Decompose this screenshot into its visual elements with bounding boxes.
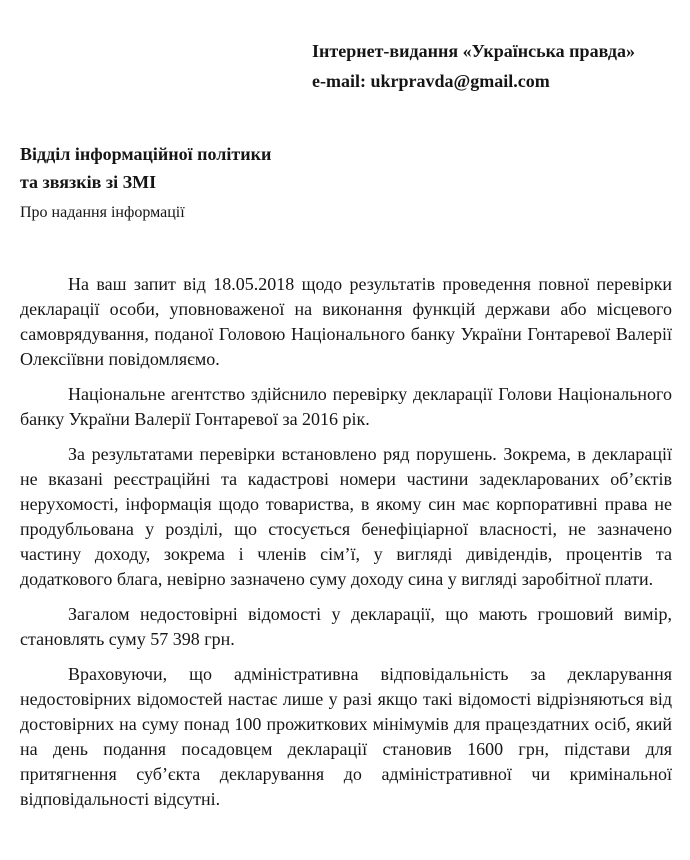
addressee-line-2: та звязків зі ЗМІ <box>20 172 157 192</box>
subject-line: Про надання інформації <box>20 204 185 221</box>
sender-email: e-mail: ukrpravda@gmail.com <box>312 71 550 91</box>
sender-header <box>312 36 635 96</box>
sender-title: Інтернет-видання «Українська правда» <box>312 41 635 61</box>
body-paragraph: Національне агентство здійснило перевірку декларації Голови Національного банку України Валерії Гонтаревої за 2016 рік. <box>20 384 672 429</box>
body-paragraph: Враховуючи, що адміністративна відповідальність за декларування недостовірних відомостей настає лише у разі якщо такі відомості відрізняються від достовірних на суму понад 100 прожиткових мінімумів для працездатних осіб, який на день подання посадовцем декларації становив 1600 грн, підстави для притягнення суб’єкта декларування до адміністративної чи кримінальної відповідальності відсутні. <box>20 664 672 809</box>
body-paragraph: За результатами перевірки встановлено ряд порушень. Зокрема, в декларації не вказані реєстраційні та кадастрові номери частини задекларованих об’єктів нерухомості, інформація щодо товариства, в якому син має корпоративні права не продубльована у розділі, що стосується бенефіціарної власності, не зазначено частину доходу, зокрема і членів сім’ї, у вигляді дивідендів, процентів та додаткового блага, невірно зазначено суму доходу сина у вигляді заробітної плати. <box>20 444 672 589</box>
letter-body <box>20 272 672 822</box>
body-paragraph: Загалом недостовірні відомості у декларації, що мають грошовий вимір, становлять суму 57 398 грн. <box>20 604 672 649</box>
body-paragraph: На ваш запит від 18.05.2018 щодо результатів проведення повної перевірки декларації особи, уповноваженої на виконання функцій держави або місцевого самоврядування, поданої Головою Національного банку України Гонтаревої Валерії Олексіївни повідомляємо. <box>20 274 672 369</box>
addressee-block <box>20 140 271 196</box>
addressee-line-1: Відділ інформаційної політики <box>20 144 272 164</box>
